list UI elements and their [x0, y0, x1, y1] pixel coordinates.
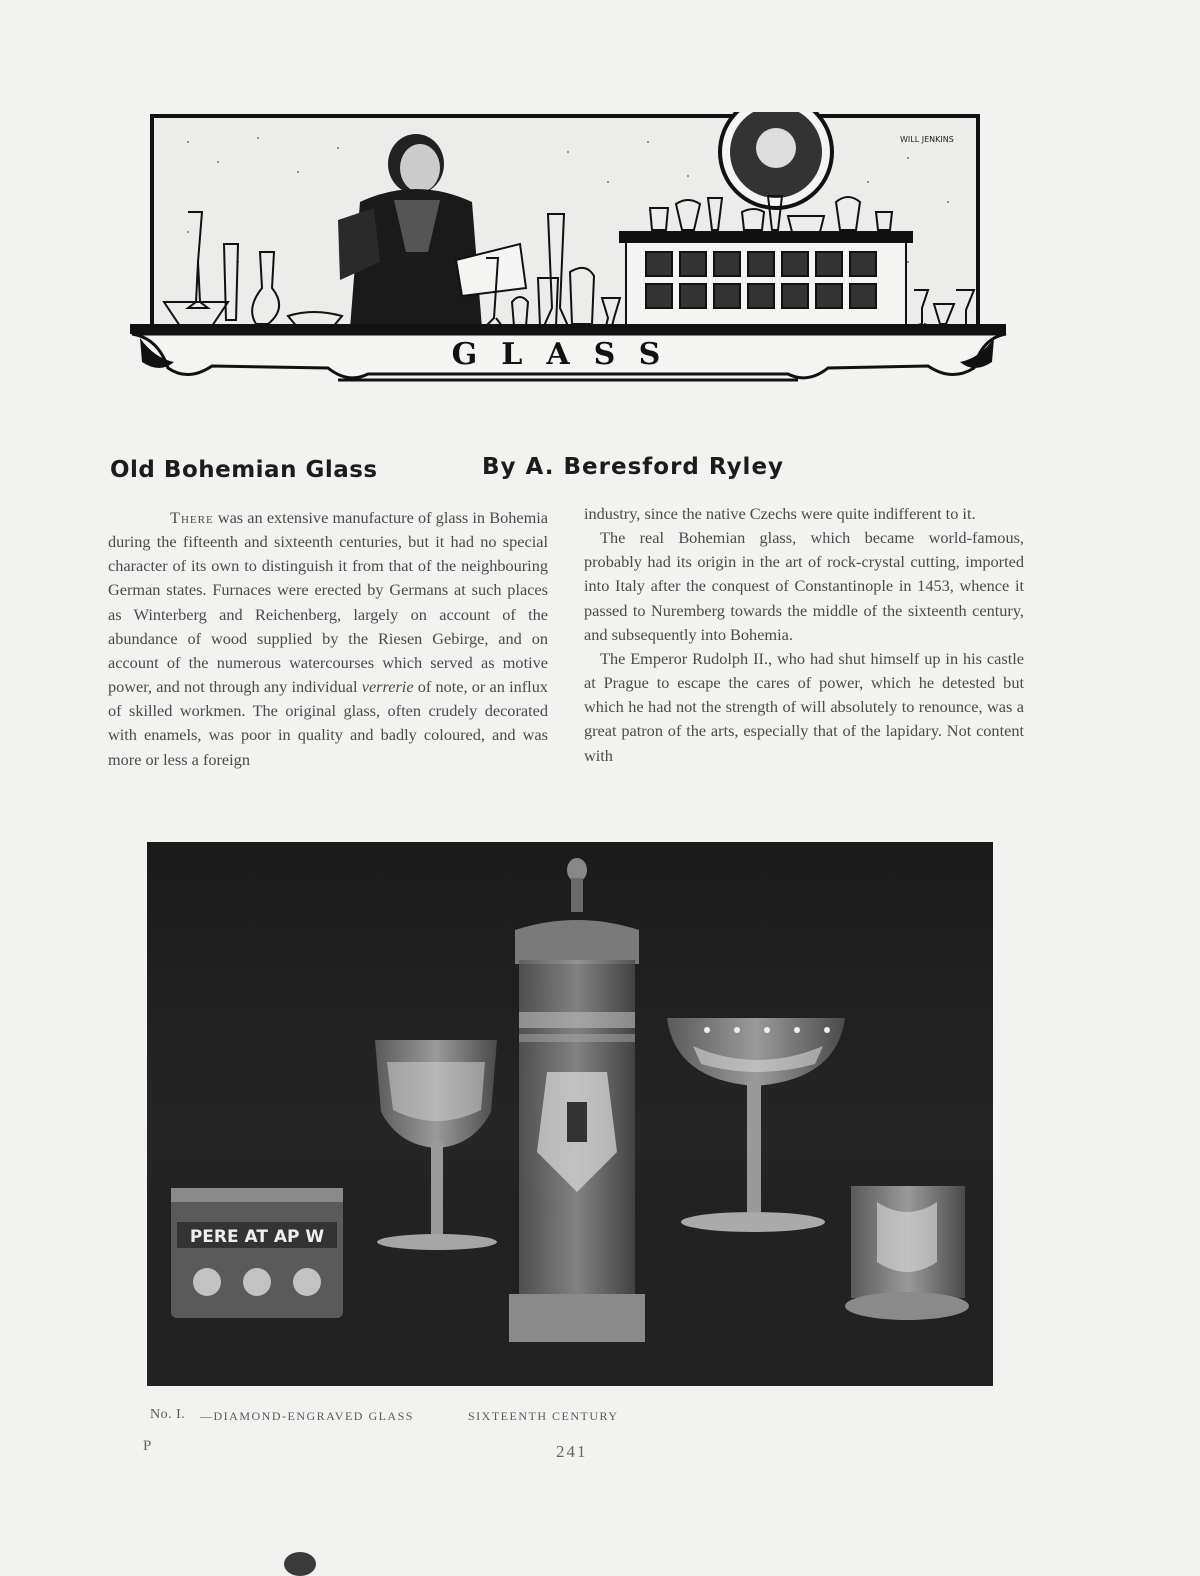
glass-header-illustration [128, 112, 1008, 392]
paragraph: industry, since the native Czechs were quite indifferent to it. [584, 504, 976, 523]
artist-signature: WILL JENKINS [900, 135, 954, 144]
italic-term: verrerie [361, 677, 414, 697]
body-column-right [584, 502, 1024, 768]
page-number: 241 [556, 1442, 588, 1461]
paragraph: The Emperor Rudolph II., who had shut himself up in his castle at Prague to escape the cares of power, which he detested but which he had not the strength of will absolutely to renounce, was a great patron of the arts, especially that of the lapidary. Not content with [584, 648, 1024, 765]
banner-lettering: GLASS [451, 337, 685, 372]
signature-mark: P [143, 1438, 152, 1454]
figure-number: No. I. [150, 1407, 186, 1422]
figure-period: SIXTEENTH CENTURY [468, 1409, 619, 1423]
paragraph-text: of note, or an influx of skilled workmen. The original glass, often crudely decorated with enamels, was poor in quality and badly coloured, and was more or less a foreign [108, 677, 548, 769]
ink-smudge [284, 1552, 316, 1576]
lead-word: There [170, 508, 214, 527]
figure-caption: —DIAMOND-ENGRAVED GLASS [200, 1409, 414, 1423]
enamelled-beaker [171, 1188, 343, 1318]
paragraph: The real Bohemian glass, which became world-famous, probably had its origin in the art of rock-crystal cutting, imported into Italy after the conquest of Constantinople in 1453, whence it passed to Nuremberg towards the middle of the sixteenth century, and subsequently into Bohemia. [584, 528, 1024, 644]
paragraph [108, 506, 548, 772]
glassware-photograph [147, 842, 993, 1386]
covered-beaker [509, 858, 645, 1342]
article-title: Old Bohemian Glass [110, 457, 378, 483]
byline: By A. Beresford Ryley [482, 454, 785, 480]
footed-beaker [845, 1186, 969, 1320]
body-column-left [108, 506, 548, 772]
beaker-inscription: PERE AT AP W [189, 1227, 325, 1247]
paragraph-text: was an extensive manufacture of glass in Bohemia during the fifteenth and sixteenth centuries, but it had no special character of its own to distinguish it from that of the neighbouring German states. Furnaces were erected by Germans at such places as Winterberg and Reichenberg, largely on account of the abundance of wood supplied by the Riesen Gebirge, and on account of the numerous watercourses which served as motive power, and not through any individual [108, 508, 548, 697]
